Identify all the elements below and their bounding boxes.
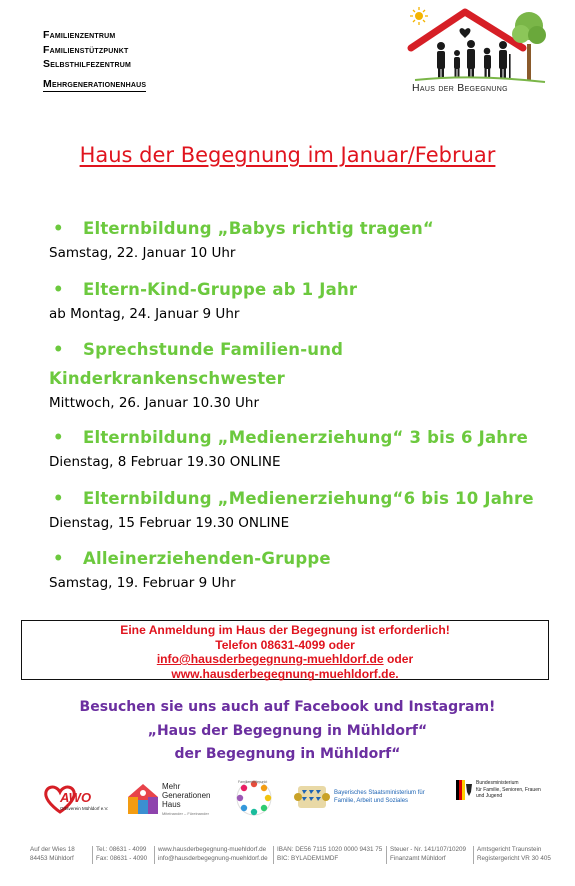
footer-tax-office: Finanzamt Mühldorf xyxy=(390,854,446,862)
mgh-line1: Mehr xyxy=(162,782,181,791)
organization-header xyxy=(43,28,146,92)
mehrgenerationenhaus-logo xyxy=(126,782,222,822)
footer-address xyxy=(30,846,75,863)
event-date: Samstag, 22. Januar 10 Uhr xyxy=(49,245,236,261)
notice-line-website: www.hausderbegegnung-muehldorf.de. xyxy=(171,666,399,681)
bayern-ministry-logo xyxy=(294,782,444,822)
bund-line2: für Familie, Senioren, Frauen xyxy=(476,786,541,793)
event-name xyxy=(49,275,549,304)
footer-divider xyxy=(154,846,155,864)
header-line-selbsthilfezentrum: Selbsthilfezentrum xyxy=(43,58,131,70)
event-name-text: Elternbildung „Medienerziehung“ 3 bis 6 Jahre xyxy=(83,428,528,447)
social-line-3: der Begegnung in Mühldorf“ xyxy=(174,746,401,762)
event-item xyxy=(49,275,549,323)
header-line-familienzentrum: Familienzentrum xyxy=(43,29,116,41)
fsp-label: Familienstützpunkt xyxy=(238,780,268,784)
bund-line1: Bundesministerium xyxy=(476,780,519,786)
social-media-note xyxy=(0,696,575,767)
event-name-text: Eltern-Kind-Gruppe ab 1 Jahr xyxy=(83,280,358,299)
event-date: Dienstag, 8 Februar 19.30 ONLINE xyxy=(49,454,281,470)
federal-ministry-logo xyxy=(456,780,556,820)
event-name-text: Sprechstunde Familien-und Kinderkrankenschwester xyxy=(49,340,344,388)
header-line-familienstuetzpunkt: Familienstützpunkt xyxy=(43,43,129,56)
footer-court xyxy=(477,846,551,863)
notice-line-phone: Telefon 08631-4099 oder xyxy=(215,637,355,652)
event-item xyxy=(49,335,379,412)
social-line-1: Besuchen sie uns auch auf Facebook und Instagram! xyxy=(79,699,496,715)
footer-website: www.hausderbegegnung-muehldorf.de xyxy=(158,846,267,853)
email-suffix: oder xyxy=(383,652,414,666)
notice-line-registration: Eine Anmeldung im Haus der Begegnung ist erforderlich! xyxy=(120,623,450,637)
bullet-icon: • xyxy=(53,340,64,359)
federal-eagle-icon xyxy=(456,780,472,800)
footer-phone xyxy=(96,846,147,863)
event-name xyxy=(49,484,549,513)
footer-court-name: Amtsgericht Traunstein xyxy=(477,846,542,853)
footer-bic: BIC: BYLADEM1MDF xyxy=(277,854,339,862)
email-link[interactable]: info@hausderbegegnung-muehldorf.de xyxy=(156,652,384,666)
event-name-text: Elternbildung „Medienerziehung“6 bis 10 Jahre xyxy=(83,489,534,508)
bund-line3: und Jugend xyxy=(476,793,503,799)
event-item xyxy=(49,214,549,262)
footer-city: 84453 Mühldorf xyxy=(30,854,74,862)
mgh-line3: Haus xyxy=(162,800,181,809)
mgh-sub: Miteinander – Füreinander xyxy=(162,811,209,816)
bayern-line1: Bayerisches Staatsministerium für xyxy=(334,790,425,796)
footer-web xyxy=(158,846,268,863)
footer-register: Registergericht VR 30 405 xyxy=(477,854,551,862)
event-name xyxy=(49,423,549,452)
registration-notice xyxy=(21,620,549,680)
event-name-text: Alleinerziehenden-Gruppe xyxy=(83,549,331,568)
footer-bank xyxy=(277,846,382,863)
event-date: ab Montag, 24. Januar 9 Uhr xyxy=(49,306,240,322)
footer-street: Auf der Wies 18 xyxy=(30,846,75,853)
event-name-text: Elternbildung „Babys richtig tragen“ xyxy=(83,219,434,238)
event-date: Mittwoch, 26. Januar 10.30 Uhr xyxy=(49,395,260,411)
bullet-icon: • xyxy=(53,219,64,238)
bullet-icon: • xyxy=(53,549,64,568)
event-name xyxy=(49,544,549,573)
event-date: Samstag, 19. Februar 9 Uhr xyxy=(49,575,236,591)
bayern-line2: Familie, Arbeit und Soziales xyxy=(334,798,409,804)
event-item xyxy=(49,544,549,592)
bullet-icon: • xyxy=(53,489,64,508)
logo-caption: Haus der Begegnung xyxy=(412,82,508,94)
header-line-mehrgenerationenhaus: Mehrgenerationenhaus xyxy=(43,77,146,93)
awo-label: AWO xyxy=(60,790,92,805)
notice-line-email xyxy=(22,652,548,667)
sponsor-logos xyxy=(0,760,575,830)
hands-circle-icon xyxy=(234,778,274,818)
social-line-2: „Haus der Begegnung in Mühldorf“ xyxy=(147,722,428,739)
footer-divider xyxy=(386,846,387,864)
event-date: Dienstag, 15 Februar 19.30 ONLINE xyxy=(49,515,290,531)
footer-tax-number: Steuer - Nr. 141/107/10209 xyxy=(390,846,466,853)
footer-tax xyxy=(390,846,466,863)
awo-logo xyxy=(42,782,112,822)
familienstuetzpunkt-logo xyxy=(234,778,274,818)
footer-divider xyxy=(92,846,93,864)
event-name xyxy=(49,214,549,243)
footer-iban: IBAN: DE56 7115 1020 0000 9431 75 xyxy=(277,846,383,853)
event-item xyxy=(49,484,549,532)
footer-divider xyxy=(473,846,474,864)
page-title: Haus der Begegnung im Januar/Februar xyxy=(79,143,496,167)
event-item xyxy=(49,423,549,471)
bullet-icon: • xyxy=(53,428,64,447)
footer-fax: Fax: 08631 - 4090 xyxy=(96,854,148,862)
house-icon xyxy=(126,782,160,816)
footer-email: info@hausderbegegnung-muehldorf.de xyxy=(158,854,268,862)
bullet-icon: • xyxy=(53,280,64,299)
footer-tel: Tel.: 08631 - 4099 xyxy=(96,846,147,853)
event-name xyxy=(49,335,379,393)
awo-sub: Ortsverein Mühldorf e.V. xyxy=(60,806,109,811)
footer xyxy=(30,846,560,868)
mgh-line2: Generationen xyxy=(162,791,211,800)
footer-divider xyxy=(273,846,274,864)
bavarian-coat-of-arms-icon xyxy=(294,782,330,810)
